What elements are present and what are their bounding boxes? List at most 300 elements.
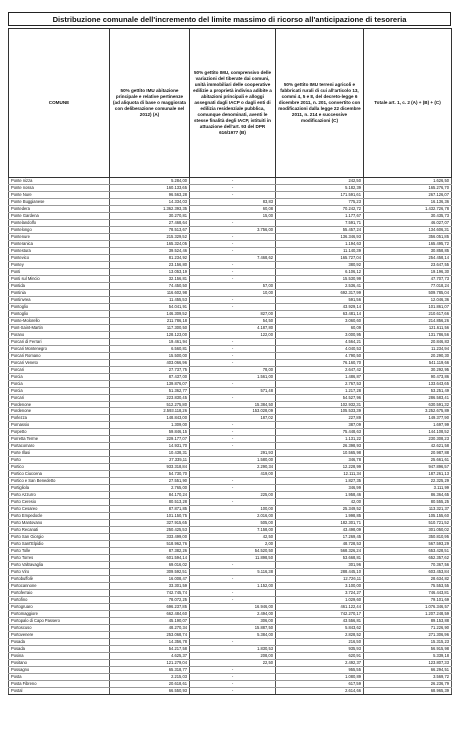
- cell-col-a: 14.931,70: [110, 443, 190, 450]
- cell-comune: Portocannone: [9, 583, 110, 590]
- cell-total: 144.108,52: [364, 429, 452, 436]
- cell-col-b: 15.384,50: [190, 401, 276, 408]
- cell-comune: Portacomaro: [9, 443, 110, 450]
- cell-col-a: 215.329,52: [110, 233, 190, 240]
- cell-comune: Porto Azzurro: [9, 492, 110, 499]
- cell-col-b: -: [190, 268, 276, 275]
- cell-col-c: 461.122,44: [276, 604, 364, 611]
- cell-col-c: 3.060,60: [276, 317, 364, 324]
- cell-comune: Pontedera: [9, 205, 110, 212]
- cell-col-a: 16.008,47: [110, 576, 190, 583]
- table-row: [9, 324, 452, 331]
- table-row: [9, 212, 452, 219]
- cell-total: 746.443,81: [364, 590, 452, 597]
- cell-total: 131.786,56: [364, 331, 452, 338]
- cell-comune: Ponte-Molorello: [9, 317, 110, 324]
- cell-total: 567.593,29: [364, 541, 452, 548]
- cell-total: 1.076.346,57: [364, 604, 452, 611]
- cell-total: 3.569,72: [364, 673, 452, 680]
- cell-col-b: 827,00: [190, 310, 276, 317]
- table-row: [9, 387, 452, 394]
- cell-col-b: -: [190, 590, 276, 597]
- cell-total: 541.119,66: [364, 359, 452, 366]
- cell-comune: Porto Sant'Elpidio: [9, 541, 110, 548]
- cell-col-a: 116.602,98: [110, 289, 190, 296]
- cell-col-c: 105.533,39: [276, 408, 364, 415]
- cell-total: 1.432.726,78: [364, 205, 452, 212]
- page-title: Distribuzione comunale dell'incremento del limite massimo di ricorso all'anticipazione di tesoreria: [8, 12, 451, 26]
- cell-col-c: 3.100,00: [276, 583, 364, 590]
- cell-comune: Ponte Buggianese: [9, 198, 110, 205]
- table-row: [9, 464, 452, 471]
- cell-comune: Porcari: [9, 394, 110, 401]
- table-row: [9, 380, 452, 387]
- cell-col-b: 122,00: [190, 331, 276, 338]
- table-row: [9, 429, 452, 436]
- cell-col-b: 57,00: [190, 282, 276, 289]
- cell-col-a: 742.745,74: [110, 590, 190, 597]
- cell-col-c: 25.349,52: [276, 506, 364, 513]
- cell-col-c: 43.556,81: [276, 618, 364, 625]
- cell-comune: Porto Empedocle: [9, 513, 110, 520]
- cell-col-c: 955,55: [276, 666, 364, 673]
- cell-col-b: -: [190, 184, 276, 191]
- cell-col-b: 11.898,50: [190, 555, 276, 562]
- table-row: [9, 450, 452, 457]
- table-row: [9, 366, 452, 373]
- cell-comune: Porte Illasi: [9, 450, 110, 457]
- header-col-a: 50% gettito IMU abitazione principale e relative pertinenze (ad aliquota di base o maggiorata con deliberazione comunale nel 2012) (A): [110, 29, 190, 178]
- cell-col-c: 10.565,98: [276, 450, 364, 457]
- cell-total: 75.553,55: [364, 583, 452, 590]
- table-row: [9, 303, 452, 310]
- cell-col-a: 54.217,58: [110, 645, 190, 652]
- cell-col-c: 1.029,60: [276, 597, 364, 604]
- cell-total: 47.707,73: [364, 275, 452, 282]
- cell-col-b: 1.580,00: [190, 457, 276, 464]
- cell-col-c: 6.106,12: [276, 268, 364, 275]
- cell-col-a: 1.309,00: [110, 422, 190, 429]
- cell-col-b: 153.028,09: [190, 408, 276, 415]
- table-row: [9, 373, 452, 380]
- cell-col-a: 2.215,03: [110, 673, 190, 680]
- cell-total: 301.050,02: [364, 527, 452, 534]
- cell-comune: Ponte nizza: [9, 178, 110, 185]
- cell-col-c: 591,56: [276, 296, 364, 303]
- table-row: [9, 471, 452, 478]
- cell-comune: Portogruaro: [9, 604, 110, 611]
- cell-comune: Portovenere: [9, 631, 110, 638]
- cell-comune: Ponti: [9, 268, 110, 275]
- cell-col-c: 1.217,28: [276, 387, 364, 394]
- cell-col-b: -: [190, 219, 276, 226]
- table-row: [9, 583, 452, 590]
- cell-col-a: 2.593.118,26: [110, 408, 190, 415]
- cell-comune: Porto Viro: [9, 569, 110, 576]
- cell-col-a: 27.551,90: [110, 478, 190, 485]
- cell-total: 20.987,88: [364, 450, 452, 457]
- cell-total: 1.626,50: [364, 178, 452, 185]
- cell-col-b: 78,00: [190, 366, 276, 373]
- cell-total: 16.136,36: [364, 198, 452, 205]
- table-row: [9, 590, 452, 597]
- cell-comune: Pordenone: [9, 401, 110, 408]
- cell-col-a: 518.962,76: [110, 541, 190, 548]
- cell-comune: Portico Ciuccena: [9, 471, 110, 478]
- cell-col-c: 63.481,14: [276, 310, 364, 317]
- table-row: [9, 394, 452, 401]
- cell-col-b: 2.494,00: [190, 611, 276, 618]
- cell-col-b: -: [190, 478, 276, 485]
- cell-col-a: 601.594,14: [110, 555, 190, 562]
- cell-col-b: -: [190, 680, 276, 687]
- cell-col-c: 165.727,04: [276, 254, 364, 261]
- cell-total: 1.207.248,59: [364, 611, 452, 618]
- table-row: [9, 296, 452, 303]
- cell-col-b: -: [190, 687, 276, 694]
- cell-col-b: 1.561,00: [190, 373, 276, 380]
- cell-col-a: 211.786,18: [110, 317, 190, 324]
- cell-col-c: 1.998,85: [276, 513, 364, 520]
- cell-col-c: 5.843,62: [276, 625, 364, 632]
- cell-total: 113.321,37: [364, 506, 452, 513]
- cell-comune: Ponte Nure: [9, 191, 110, 198]
- cell-total: 30.858,85: [364, 247, 452, 254]
- cell-total: 80.555,25: [364, 499, 452, 506]
- cell-total: 70.367,56: [364, 562, 452, 569]
- cell-col-a: 87.871,85: [110, 506, 190, 513]
- cell-total: 509.785,04: [364, 289, 452, 296]
- cell-comune: Porcia: [9, 380, 110, 387]
- cell-col-b: -: [190, 261, 276, 268]
- cell-col-a: 6.560,81: [110, 345, 190, 352]
- cell-col-b: 7.468,62: [190, 254, 276, 261]
- cell-col-b: 5.116,38: [190, 569, 276, 576]
- cell-total: 42.621,58: [364, 443, 452, 450]
- cell-comune: Possagno: [9, 666, 110, 673]
- cell-col-c: 387,09: [276, 422, 364, 429]
- cell-comune: Pontey: [9, 261, 110, 268]
- cell-total: 68.965,39: [364, 687, 452, 694]
- header-col-c: 50% gettito IMU terreni agricoli e fabbricati rurali di cui all'articolo 13, commi 4, 5 e 8, del decreto-legge 6 dicembre 2011, n. 201, convertito con modificazioni dalla legge 22 dicembre 2011, n. 214 e successive modificazioni (C): [276, 29, 364, 178]
- cell-col-b: 42,50: [190, 534, 276, 541]
- cell-col-a: 78.513,67: [110, 226, 190, 233]
- cell-total: 25.661,61: [364, 457, 452, 464]
- cell-col-b: 10,00: [190, 289, 276, 296]
- cell-col-a: 32.156,81: [110, 275, 190, 282]
- cell-col-a: 309.592,51: [110, 569, 190, 576]
- cell-comune: Porto Torres: [9, 555, 110, 562]
- cell-col-b: -: [190, 597, 276, 604]
- cell-total: 165.276,70: [364, 184, 452, 191]
- cell-total: 187.261,13: [364, 471, 452, 478]
- cell-comune: Pontida: [9, 282, 110, 289]
- cell-total: 30.292,95: [364, 366, 452, 373]
- cell-col-a: 327.915,65: [110, 520, 190, 527]
- cell-col-b: -: [190, 638, 276, 645]
- cell-col-a: 54.730,70: [110, 471, 190, 478]
- cell-comune: Ponte Gardena: [9, 212, 110, 219]
- table-row: [9, 680, 452, 687]
- cell-col-a: 5.284,00: [110, 178, 190, 185]
- cell-comune: Pontoglio: [9, 310, 110, 317]
- cell-col-a: 84.170,24: [110, 492, 190, 499]
- cell-col-b: 15.887,50: [190, 625, 276, 632]
- cell-col-c: 2.767,53: [276, 380, 364, 387]
- cell-col-a: 933.318,84: [110, 464, 190, 471]
- cell-col-c: 12.726,11: [276, 576, 364, 583]
- cell-col-b: -: [190, 562, 276, 569]
- cell-col-b: -: [190, 394, 276, 401]
- cell-col-c: 227,89: [276, 415, 364, 422]
- cell-comune: Portopalo di Capo Passero: [9, 618, 110, 625]
- cell-col-a: 229.177,07: [110, 436, 190, 443]
- cell-comune: Ponte nossa: [9, 184, 110, 191]
- cell-comune: Positano: [9, 659, 110, 666]
- cell-col-c: 1.958,46: [276, 492, 364, 499]
- cell-col-c: 11.140,39: [276, 247, 364, 254]
- table-row: [9, 562, 452, 569]
- table-row: [9, 254, 452, 261]
- cell-col-c: 742.270,17: [276, 611, 364, 618]
- cell-col-b: -: [190, 240, 276, 247]
- cell-col-b: 100,00: [190, 506, 276, 513]
- cell-col-a: 54.041,91: [110, 303, 190, 310]
- table-row: [9, 436, 452, 443]
- cell-total: 23.647,55: [364, 261, 452, 268]
- cell-total: 86.364,65: [364, 492, 452, 499]
- cell-comune: Portoscuso: [9, 625, 110, 632]
- cell-col-c: 2.647,42: [276, 366, 364, 373]
- cell-col-b: -: [190, 576, 276, 583]
- cell-total: 19.196,30: [364, 268, 452, 275]
- cell-comune: Posina: [9, 652, 110, 659]
- table-row: [9, 415, 452, 422]
- cell-total: 20.290,30: [364, 352, 452, 359]
- cell-total: 26.236,79: [364, 680, 452, 687]
- table-row: [9, 289, 452, 296]
- cell-comune: Porto Tolle: [9, 548, 110, 555]
- table-row: [9, 317, 452, 324]
- table-row: [9, 345, 452, 352]
- cell-col-a: 662.484,60: [110, 611, 190, 618]
- cell-comune: Pontinvrea: [9, 296, 110, 303]
- cell-col-a: 20.618,61: [110, 680, 190, 687]
- cell-comune: Pontenure: [9, 233, 110, 240]
- cell-comune: Porcari Veneto: [9, 359, 110, 366]
- cell-comune: Porto Ceresio: [9, 499, 110, 506]
- cell-col-a: 160.133,65: [110, 184, 190, 191]
- cell-col-a: 128.123,00: [110, 331, 190, 338]
- cell-col-c: 1.486,87: [276, 373, 364, 380]
- cell-col-b: -: [190, 673, 276, 680]
- cell-col-a: 66.550,93: [110, 687, 190, 694]
- cell-col-a: 121.279,04: [110, 659, 190, 666]
- cell-comune: Portico: [9, 464, 110, 471]
- cell-col-a: 45.190,07: [110, 618, 190, 625]
- cell-total: 350.810,95: [364, 534, 452, 541]
- cell-col-c: 2.492,37: [276, 659, 364, 666]
- cell-col-b: 16.946,00: [190, 604, 276, 611]
- cell-col-a: 23.156,80: [110, 261, 190, 268]
- cell-col-b: -: [190, 296, 276, 303]
- table-row: [9, 408, 452, 415]
- cell-comune: Pontinia: [9, 289, 110, 296]
- table-row: [9, 673, 452, 680]
- cell-total: 271.306,96: [364, 631, 452, 638]
- table-row: [9, 492, 452, 499]
- cell-col-c: 43.498,09: [276, 527, 364, 534]
- cell-total: 11.234,94: [364, 345, 452, 352]
- cell-total: 121.611,56: [364, 324, 452, 331]
- cell-col-b: -: [190, 178, 276, 185]
- cell-col-b: 3.756,00: [190, 226, 276, 233]
- cell-col-c: 75.448,63: [276, 429, 364, 436]
- cell-total: 66.294,51: [364, 666, 452, 673]
- cell-col-c: 54.527,96: [276, 394, 364, 401]
- table-row: [9, 534, 452, 541]
- cell-col-a: 223.830,45: [110, 394, 190, 401]
- table-row: [9, 233, 452, 240]
- cell-col-a: 87.437,00: [110, 373, 190, 380]
- table-row: [9, 191, 452, 198]
- cell-total: 133.643,65: [364, 380, 452, 387]
- cell-col-a: 13.053,19: [110, 268, 190, 275]
- table-row: [9, 541, 452, 548]
- table-row: [9, 219, 452, 226]
- cell-col-a: 333.499,00: [110, 534, 190, 541]
- cell-col-c: 48.728,53: [276, 541, 364, 548]
- cell-col-a: 33.301,59: [110, 583, 190, 590]
- cell-col-b: 4.187,80: [190, 324, 276, 331]
- cell-total: 71.226,90: [364, 625, 452, 632]
- cell-total: 254.458,14: [364, 254, 452, 261]
- cell-comune: Porpetto: [9, 429, 110, 436]
- cell-col-c: 70.242,72: [276, 205, 364, 212]
- cell-total: 230.308,23: [364, 436, 452, 443]
- cell-comune: Porlezza: [9, 415, 110, 422]
- cell-col-a: 87.382,26: [110, 548, 190, 555]
- cell-total: 134.606,31: [364, 226, 452, 233]
- cell-col-b: 306,00: [190, 618, 276, 625]
- cell-col-b: 505,00: [190, 520, 276, 527]
- cell-total: 89.153,88: [364, 618, 452, 625]
- cell-comune: Porcari Romano: [9, 352, 110, 359]
- cell-col-b: 187,02: [190, 415, 276, 422]
- cell-col-a: 14.334,03: [110, 198, 190, 205]
- cell-total: 149.377,90: [364, 415, 452, 422]
- cell-comune: Portobuffolè: [9, 576, 110, 583]
- cell-total: 210.617,66: [364, 310, 452, 317]
- cell-comune: Porcia: [9, 387, 110, 394]
- cell-col-a: 2.765,00: [110, 485, 190, 492]
- cell-col-a: 403.066,96: [110, 359, 190, 366]
- cell-col-a: 10.438,31: [110, 450, 190, 457]
- cell-col-c: 136.346,93: [276, 233, 364, 240]
- table-row: [9, 520, 452, 527]
- cell-total: 15.315,23: [364, 638, 452, 645]
- table-row: [9, 604, 452, 611]
- cell-col-b: 7.158,00: [190, 527, 276, 534]
- cell-total: 267.126,07: [364, 191, 452, 198]
- cell-col-a: 39.524,46: [110, 247, 190, 254]
- table-row: [9, 331, 452, 338]
- cell-col-c: 7.591,71: [276, 219, 364, 226]
- cell-total: 105.155,60: [364, 513, 452, 520]
- cell-col-a: 1.362.393,35: [110, 205, 190, 212]
- cell-col-a: 253.068,74: [110, 631, 190, 638]
- cell-comune: Portomaggiore: [9, 611, 110, 618]
- cell-total: 510.721,52: [364, 520, 452, 527]
- cell-col-a: 74.450,50: [110, 282, 190, 289]
- cell-col-a: 19.461,94: [110, 338, 190, 345]
- cell-col-c: 775,23: [276, 198, 364, 205]
- cell-total: 630.591,32: [364, 401, 452, 408]
- cell-total: 5.339,18: [364, 652, 452, 659]
- cell-col-c: 568.326,24: [276, 548, 364, 555]
- cell-col-a: 14.356,78: [110, 638, 190, 645]
- cell-col-b: 225,00: [190, 492, 276, 499]
- cell-col-b: 1.152,00: [190, 583, 276, 590]
- cell-col-a: 69.016,02: [110, 562, 190, 569]
- cell-total: 3.111,99: [364, 485, 452, 492]
- table-row: [9, 666, 452, 673]
- cell-comune: Pontevico: [9, 254, 110, 261]
- cell-total: 28.634,82: [364, 576, 452, 583]
- cell-col-c: 692.317,99: [276, 289, 364, 296]
- cell-comune: Portico e San Benedetto: [9, 478, 110, 485]
- cell-col-a: 80.513,28: [110, 499, 190, 506]
- distribution-table: [8, 28, 452, 695]
- table-row: [9, 687, 452, 694]
- cell-col-c: 1.827,35: [276, 478, 364, 485]
- cell-col-a: 27.737,75: [110, 366, 190, 373]
- cell-col-b: -: [190, 422, 276, 429]
- table-row: [9, 527, 452, 534]
- table-row: [9, 485, 452, 492]
- cell-col-a: 11.455,53: [110, 296, 190, 303]
- cell-col-b: 571,48: [190, 387, 276, 394]
- table-row: [9, 597, 452, 604]
- table-row: [9, 638, 452, 645]
- cell-col-b: 54,50: [190, 317, 276, 324]
- cell-comune: Posada: [9, 645, 110, 652]
- cell-col-c: 76.160,70: [276, 359, 364, 366]
- table-row: [9, 178, 452, 185]
- table-row: [9, 499, 452, 506]
- table-row: [9, 625, 452, 632]
- cell-total: 46.027,07: [364, 219, 452, 226]
- cell-col-c: 1.080,89: [276, 673, 364, 680]
- cell-col-b: 15,00: [190, 212, 276, 219]
- cell-col-b: -: [190, 247, 276, 254]
- table-row: [9, 275, 452, 282]
- cell-col-c: 301,96: [276, 562, 364, 569]
- cell-col-b: 1.830,53: [190, 645, 276, 652]
- table-row: [9, 631, 452, 638]
- cell-comune: Porcari: [9, 366, 110, 373]
- cell-col-a: 81.234,92: [110, 254, 190, 261]
- cell-col-b: -: [190, 275, 276, 282]
- table-row: [9, 226, 452, 233]
- cell-col-b: -: [190, 359, 276, 366]
- cell-comune: Porto Recanati: [9, 527, 110, 534]
- table-row: [9, 555, 452, 562]
- cell-col-c: 4.790,50: [276, 352, 364, 359]
- table-row: [9, 548, 452, 555]
- cell-col-b: -: [190, 191, 276, 198]
- cell-col-b: -: [190, 338, 276, 345]
